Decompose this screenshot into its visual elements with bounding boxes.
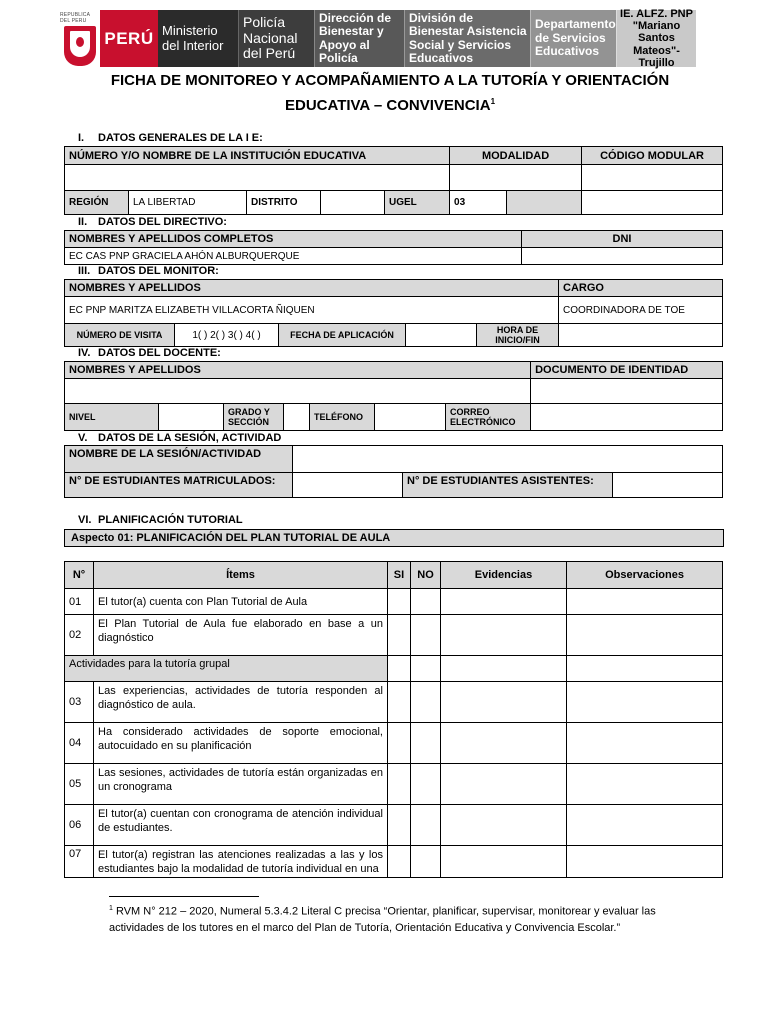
observaciones-field[interactable]	[567, 723, 723, 764]
header-banner	[60, 7, 704, 69]
nombre-sesion-field[interactable]	[293, 446, 723, 473]
title-line-1: FICHA DE MONITOREO Y ACOMPAÑAMIENTO A LA TUTORÍA Y ORIENTACIÓN	[110, 72, 670, 89]
footnote-mark: 1	[109, 905, 113, 912]
ugel-value[interactable]: 03	[450, 191, 507, 215]
section-6-heading: VI. PLANIFICACIÓN TUTORIAL	[78, 514, 243, 526]
section-5-heading: V. DATOS DE LA SESIÓN, ACTIVIDAD	[78, 432, 282, 444]
si-checkbox[interactable]	[388, 589, 411, 615]
modalidad-field[interactable]	[450, 165, 582, 191]
header-si: SI	[388, 562, 411, 589]
ugel-extra-field-2[interactable]	[582, 191, 723, 215]
no-checkbox[interactable]	[411, 723, 441, 764]
observaciones-field[interactable]	[567, 846, 723, 878]
evidencias-field[interactable]	[441, 682, 567, 723]
correo-label: CORREO ELECTRÓNICO	[446, 404, 531, 431]
matriculados-field[interactable]	[293, 473, 403, 498]
evidencias-field[interactable]	[441, 589, 567, 615]
no-checkbox[interactable]	[411, 764, 441, 805]
no-checkbox[interactable]	[411, 589, 441, 615]
header-cargo: CARGO	[559, 280, 723, 297]
evidencias-field[interactable]	[441, 805, 567, 846]
header-no: NO	[411, 562, 441, 589]
footnote-separator	[109, 896, 259, 897]
item-text: El tutor(a) registran las atenciones realizadas a las y los estudiantes bajo la modalidad de tutoría individual en una	[94, 846, 388, 878]
asistentes-label: N° DE ESTUDIANTES ASISTENTES:	[403, 473, 613, 498]
numero-visita-options[interactable]: 1( ) 2( ) 3( ) 4( )	[175, 324, 279, 347]
observaciones-field[interactable]	[567, 682, 723, 723]
observaciones-field[interactable]	[567, 615, 723, 656]
codigo-modular-field[interactable]	[582, 165, 723, 191]
item-text: El tutor(a) cuentan con cronograma de atención individual de estudiantes.	[94, 805, 388, 846]
header-nombres-monitor: NOMBRES Y APELLIDOS	[65, 280, 559, 297]
header-nombre-ie: NÚMERO Y/O NOMBRE DE LA INSTITUCIÓN EDUCATIVA	[65, 147, 450, 165]
evidencias-field[interactable]	[441, 846, 567, 878]
section-5-table	[64, 445, 723, 498]
subheader-tutoria-grupal: Actividades para la tutoría grupal	[65, 656, 388, 682]
evidencias-field[interactable]	[441, 764, 567, 805]
no-checkbox[interactable]	[411, 682, 441, 723]
observaciones-field[interactable]	[567, 764, 723, 805]
table-row	[65, 723, 723, 764]
si-checkbox[interactable]	[388, 682, 411, 723]
header-nombres-docente: NOMBRES Y APELLIDOS	[65, 362, 531, 379]
header-items: Ítems	[94, 562, 388, 589]
division-label: División de Bienestar Asistencia Social y Servicios Educativos	[404, 10, 530, 67]
numero-visita-label: NÚMERO DE VISITA	[65, 324, 175, 347]
table-row	[65, 656, 723, 682]
evidencias-field[interactable]	[441, 615, 567, 656]
item-number: 07	[65, 846, 94, 878]
departamento-label: Departamento de Servicios Educativos	[530, 10, 616, 67]
peru-logo: PERÚ	[100, 10, 158, 67]
no-checkbox[interactable]	[411, 805, 441, 846]
section-2-table	[64, 230, 723, 265]
item-text: Las experiencias, actividades de tutoría responden al diagnóstico de aula.	[94, 682, 388, 723]
header-nombres-directivo: NOMBRES Y APELLIDOS COMPLETOS	[65, 231, 522, 248]
item-number: 06	[65, 805, 94, 846]
si-checkbox[interactable]	[388, 764, 411, 805]
nombre-sesion-label: NOMBRE DE LA SESIÓN/ACTIVIDAD	[65, 446, 293, 473]
section-3-heading: III. DATOS DEL MONITOR:	[78, 265, 219, 277]
nombre-ie-field[interactable]	[65, 165, 450, 191]
nivel-label: NIVEL	[65, 404, 159, 431]
grado-seccion-field[interactable]	[284, 404, 310, 431]
docente-nombre-field[interactable]	[65, 379, 531, 404]
section-1-heading: I. DATOS GENERALES DE LA I E:	[78, 132, 263, 144]
header-modalidad: MODALIDAD	[450, 147, 582, 165]
region-label: REGIÓN	[65, 191, 129, 215]
si-checkbox[interactable]	[388, 805, 411, 846]
si-checkbox[interactable]	[388, 615, 411, 656]
item-text: El tutor(a) cuenta con Plan Tutorial de Aula	[94, 589, 388, 615]
header-dni: DNI	[522, 231, 723, 248]
telefono-field[interactable]	[375, 404, 446, 431]
fecha-aplicacion-field[interactable]	[406, 324, 477, 347]
table-row	[65, 589, 723, 615]
matriculados-label: N° DE ESTUDIANTES MATRICULADOS:	[65, 473, 293, 498]
header-observaciones: Observaciones	[567, 562, 723, 589]
planificacion-items-table	[64, 561, 723, 878]
monitor-nombre-value[interactable]: EC PNP MARITZA ELIZABETH VILLACORTA ÑIQUEN	[65, 297, 559, 324]
shield-caption: REPUBLICA DEL PERU	[60, 12, 90, 24]
item-text: El Plan Tutorial de Aula fue elaborado en base a un diagnóstico	[94, 615, 388, 656]
footnote	[109, 901, 709, 936]
hora-inicio-fin-field[interactable]	[559, 324, 723, 347]
evidencias-field[interactable]	[441, 723, 567, 764]
table-row	[65, 615, 723, 656]
dni-field[interactable]	[522, 248, 723, 265]
section-3-table	[64, 279, 723, 347]
header-documento-identidad: DOCUMENTO DE IDENTIDAD	[531, 362, 723, 379]
table-row	[65, 682, 723, 723]
page-title	[60, 70, 720, 116]
title-footnote-mark: 1	[490, 97, 496, 106]
documento-identidad-field[interactable]	[531, 379, 723, 404]
ugel-label: UGEL	[385, 191, 450, 215]
grado-seccion-label: GRADO Y SECCIÓN	[224, 404, 284, 431]
region-value[interactable]: LA LIBERTAD	[129, 191, 247, 215]
distrito-field[interactable]	[321, 191, 385, 215]
institucion-label: IE. ALFZ. PNP "Mariano Santos Mateos"-Trujillo	[616, 10, 696, 67]
directivo-nombre-value[interactable]: EC CAS PNP GRACIELA AHÓN ALBURQUERQUE	[65, 248, 522, 265]
item-text: Las sesiones, actividades de tutoría están organizadas en un cronograma	[94, 764, 388, 805]
distrito-label: DISTRITO	[247, 191, 321, 215]
section-2-heading: II. DATOS DEL DIRECTIVO:	[78, 216, 227, 228]
aspecto-01-banner: Aspecto 01: PLANIFICACIÓN DEL PLAN TUTORIAL DE AULA	[64, 529, 724, 547]
header-evidencias: Evidencias	[441, 562, 567, 589]
header-codigo-modular: CÓDIGO MODULAR	[582, 147, 723, 165]
table-row	[65, 846, 723, 878]
item-number: 05	[65, 764, 94, 805]
direccion-label: Dirección de Bienestar y Apoyo al Policía	[314, 10, 404, 67]
policia-label: Policía Nacional del Perú	[238, 10, 314, 67]
no-checkbox[interactable]	[411, 615, 441, 656]
no-checkbox[interactable]	[411, 846, 441, 878]
title-line-2: EDUCATIVA – CONVIVENCIA	[284, 97, 491, 114]
item-text: Ha considerado actividades de soporte emocional, autocuidado en su planificación	[94, 723, 388, 764]
hora-inicio-fin-label: HORA DE INICIO/FIN	[477, 324, 559, 347]
section-4-table	[64, 361, 723, 431]
correo-field[interactable]	[531, 404, 723, 431]
item-number: 01	[65, 589, 94, 615]
fecha-aplicacion-label: FECHA DE APLICACIÓN	[279, 324, 406, 347]
section-1-table	[64, 146, 723, 215]
table-row	[65, 764, 723, 805]
observaciones-field[interactable]	[567, 805, 723, 846]
item-number: 02	[65, 615, 94, 656]
coat-of-arms-logo	[60, 10, 100, 67]
si-checkbox[interactable]	[388, 846, 411, 878]
observaciones-field[interactable]	[567, 589, 723, 615]
item-number: 04	[65, 723, 94, 764]
footnote-text: RVM N° 212 – 2020, Numeral 5.3.4.2 Literal C precisa “Orientar, planificar, supervisar, monitorear y evaluar las actividades de los tutores en el marco del Plan de Tutoría, Orientación Educativa y Convivencia Escolar.”	[109, 905, 656, 934]
si-checkbox[interactable]	[388, 723, 411, 764]
ministerio-label: Ministerio del Interior	[158, 10, 238, 67]
ugel-extra-field	[507, 191, 582, 215]
telefono-label: TELÉFONO	[310, 404, 375, 431]
section-4-heading: IV. DATOS DEL DOCENTE:	[78, 347, 221, 359]
item-number: 03	[65, 682, 94, 723]
table-row	[65, 805, 723, 846]
cargo-value[interactable]: COORDINADORA DE TOE	[559, 297, 723, 324]
nivel-field[interactable]	[159, 404, 224, 431]
asistentes-field[interactable]	[613, 473, 723, 498]
header-numero: N°	[65, 562, 94, 589]
